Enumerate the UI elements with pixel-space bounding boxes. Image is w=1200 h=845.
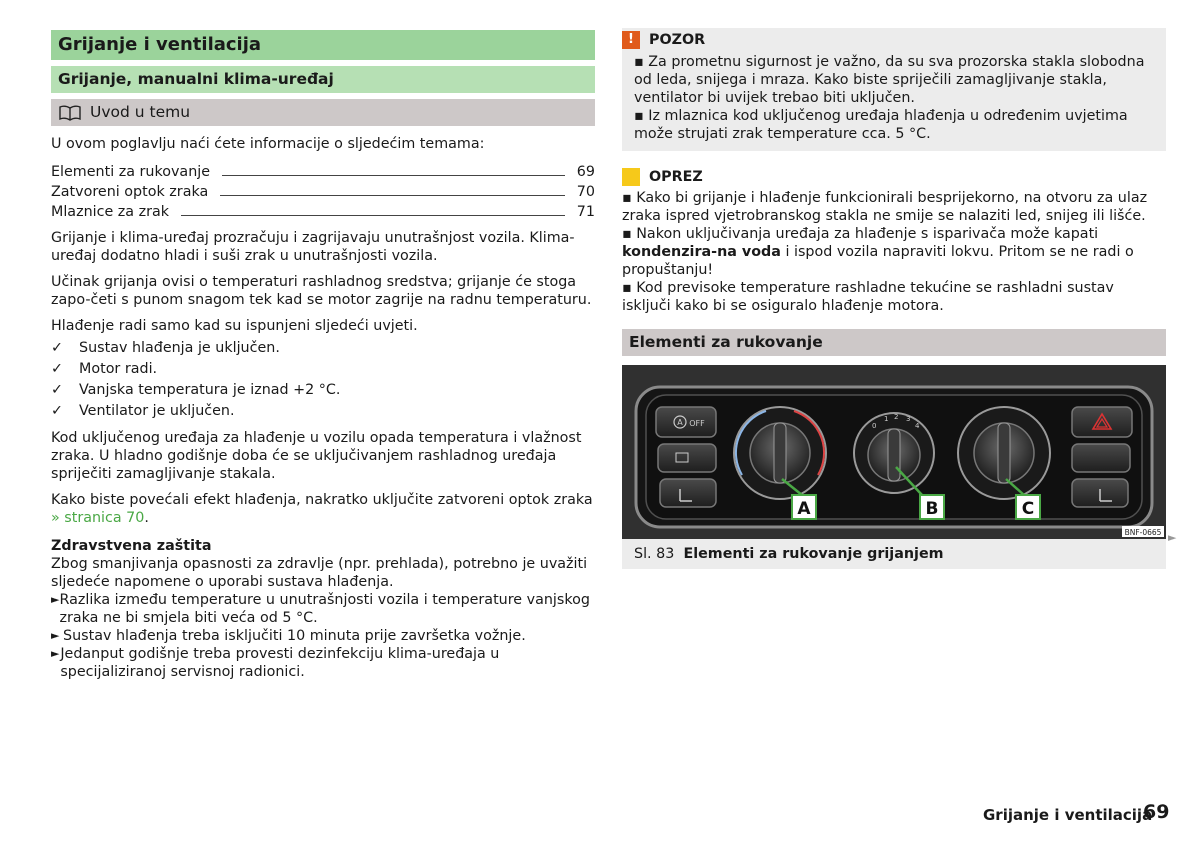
list-item: ✓ Ventilator je uključen. [51, 402, 595, 423]
temperature-knob[interactable] [734, 407, 826, 499]
triangle-icon: ► [51, 647, 60, 660]
svg-text:4: 4 [915, 422, 920, 430]
list-item: ► Razlika između temperature u unutrašnjosti vozila i temperature vanjskog zraka ne bi smjela biti veća od 5 °C. [51, 592, 590, 626]
figure-caption: Sl. 83 Elementi za rukovanje grijanjem [622, 539, 1166, 569]
left-column [51, 30, 595, 681]
intro-heading-label: Uvod u temu [90, 103, 191, 121]
svg-text:B: B [925, 499, 939, 519]
list-item: ✓ Motor radi. [51, 360, 595, 381]
svg-text:0: 0 [872, 422, 877, 430]
conditions-list [51, 339, 595, 423]
caution-title: . OPREZ [622, 167, 1166, 186]
controls-section-title: Elementi za rukovanje [622, 329, 1166, 356]
seat-heating-left-button[interactable] [660, 479, 716, 507]
list-item: ✓ Vanjska temperatura je iznad +2 °C. [51, 381, 595, 402]
toc-label: Zatvoreni optok zraka [51, 184, 209, 200]
check-icon: ✓ [51, 403, 63, 419]
svg-text:3: 3 [906, 415, 911, 423]
label-a [792, 495, 816, 519]
paragraph: Učinak grijanja ovisi o temperaturi rashladnog sredstva; grijanje će stoga zapo-četi s punom snagom tek kad se motor zagrije na radnu temperaturu. [51, 274, 592, 308]
paragraph: Hlađenje radi samo kad su ispunjeni sljedeći uvjeti. [51, 318, 418, 334]
label-b [920, 495, 944, 519]
off-label: OFF [689, 419, 705, 428]
right-column [622, 28, 1166, 569]
label-c [1016, 495, 1040, 519]
check-icon: ✓ [51, 361, 63, 377]
rear-defrost-button[interactable] [658, 444, 716, 472]
health-intro: Zbog smanjivanja opasnosti za zdravlje (npr. prehlada), potrebno je uvažiti sljedeće napomene o uporabi sustava hlađenja. [51, 556, 588, 590]
toc-label: Mlaznice za zrak [51, 204, 170, 220]
toc-row[interactable] [51, 201, 595, 221]
svg-text:C: C [1021, 499, 1035, 519]
triangle-icon: ► [51, 629, 60, 642]
caution-body: ▪ Kako bi grijanje i hlađenje funkcionirali besprijekorno, na otvoru za ulaz zraka ispred vjetrobranskog stakla ne smije se nalaziti led, snijeg ili lišće. ▪ Nakon uključivanja uređaja za hlađenje s isparivača može kapati kondenzira-na voda i ispod vozila napraviti lokvu. Pritom se ne radi o propuštanju! ▪ Kod previsoke temperature rashladne tekućine se rashladni sustav isključi kako bi se osiguralo hlađenje motora. [622, 190, 1148, 314]
page-link[interactable]: » stranica 70 [51, 510, 145, 526]
check-icon: ✓ [51, 382, 63, 398]
page-number: 69 [1143, 801, 1170, 823]
section-title: Grijanje, manualni klima-uređaj [51, 66, 595, 93]
toc-page: 70 [576, 184, 595, 200]
svg-text:A: A [797, 499, 811, 519]
paragraph: Grijanje i klima-uređaj prozračuju i zagrijavaju unutrašnjost vozila. Klima-uređaj dodatno hladi i suši zrak u unutrašnjosti vozila. [51, 230, 575, 264]
blank-button[interactable] [1072, 444, 1130, 472]
figure-code: BNF-0665 [1124, 528, 1162, 537]
check-icon: ✓ [51, 340, 63, 356]
list-item: ✓ Sustav hlađenja je uključen. [51, 339, 595, 360]
toc-label: Elementi za rukovanje [51, 164, 211, 180]
seat-heating-right-button[interactable] [1072, 479, 1128, 507]
list-item: ► Sustav hlađenja treba isključiti 10 minuta prije završetka vožnje. [51, 628, 526, 644]
list-item: ► Jedanput godišnje treba provesti dezinfekciju klima-uređaja u specijaliziranoj servisnoj radionici. [51, 646, 500, 680]
toc-page: 71 [576, 204, 595, 220]
control-panel-illustration [622, 365, 1166, 539]
warning-icon: ! [622, 31, 640, 49]
next-page-arrow-icon[interactable]: ► [1168, 531, 1177, 544]
health-title: Zdravstvena zaštita [51, 538, 212, 554]
warning-title: ! POZOR [622, 30, 1158, 49]
chapter-title: Grijanje i ventilacija [51, 30, 595, 60]
triangle-icon: ► [51, 593, 60, 606]
svg-text:A: A [677, 418, 683, 427]
toc-page: 69 [576, 164, 595, 180]
paragraph: Kako biste povećali efekt hlađenja, nakratko uključite zatvoreni optok zraka » stranica 70. [51, 492, 593, 526]
footer-title: Grijanje i ventilacija [983, 806, 1153, 824]
book-icon [58, 105, 82, 121]
health-list [51, 591, 595, 681]
toc-row[interactable] [51, 161, 595, 181]
toc [51, 161, 595, 221]
warning-body: ▪ Za prometnu sigurnost je važno, da su sva prozorska stakla slobodna od leda, snijega i mraza. Kako biste spriječili zamagljivanje stakla, ventilator bi uvijek trebao biti uključen. ▪ Iz mlaznica kod uključenog uređaja hlađenja u određenim uvjetima može strujati zrak temperature cca. 5 °C. [634, 54, 1145, 142]
svg-text:2: 2 [894, 413, 899, 421]
ac-off-button[interactable] [656, 407, 716, 437]
svg-text:1: 1 [884, 415, 889, 423]
paragraph: Kod uključenog uređaja za hlađenje u vozilu opada temperatura i vlažnost zraka. U hladno godišnje doba će se uključivanjem rashladnog uređaja spriječiti zamagljivanje stakala. [51, 430, 582, 482]
intro-text: U ovom poglavlju naći ćete informacije o sljedećim temama: [51, 136, 485, 152]
caution-icon: . [622, 168, 640, 186]
air-distribution-knob[interactable] [958, 407, 1050, 499]
fan-speed-knob[interactable] [854, 413, 934, 493]
hazard-button[interactable] [1072, 407, 1132, 437]
heating-controls-figure [622, 365, 1166, 539]
intro-heading [51, 99, 595, 126]
toc-row[interactable] [51, 181, 595, 201]
warning-box [622, 28, 1166, 151]
